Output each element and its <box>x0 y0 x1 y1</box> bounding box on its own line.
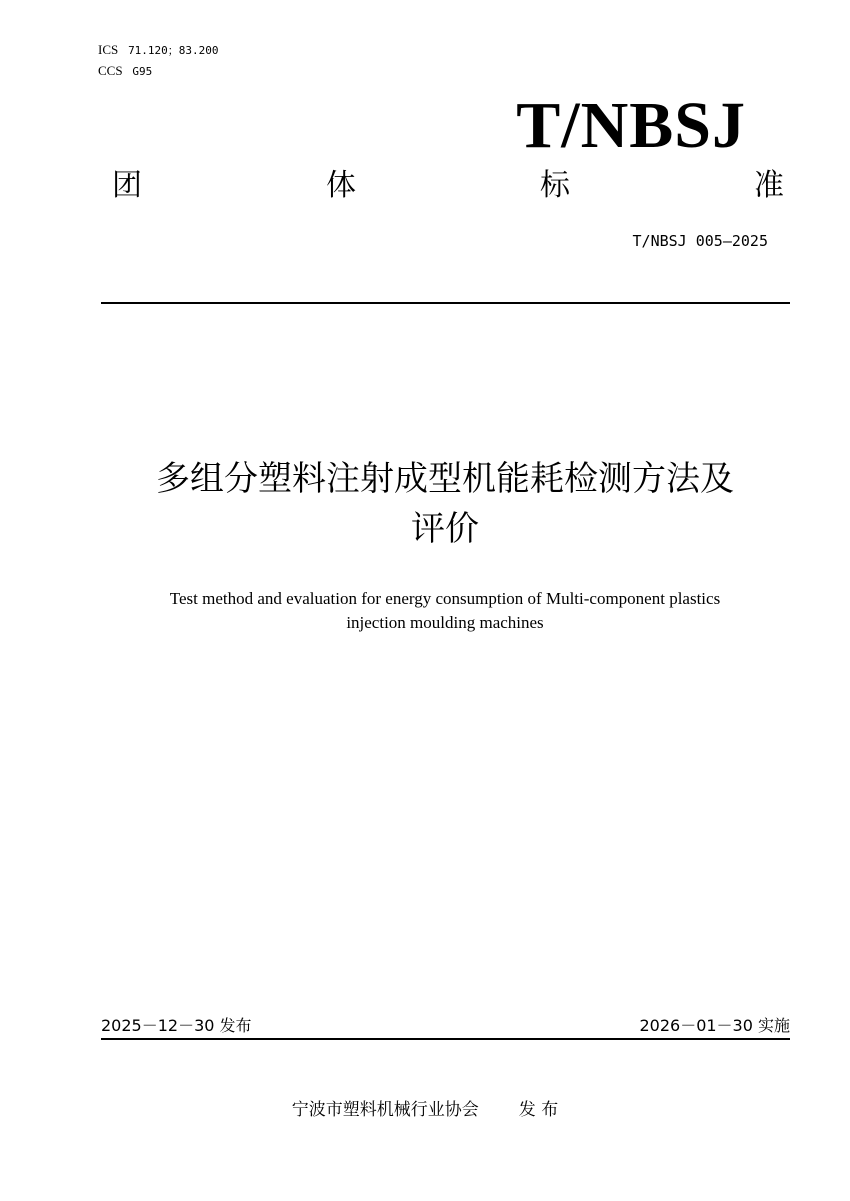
chinese-title-line: 多组分塑料注射成型机能耗检测方法及 <box>156 459 734 499</box>
publisher-name: 宁波市塑料机械行业协会 <box>291 1100 479 1120</box>
organization-code: T/NBSJ <box>516 89 746 162</box>
top-divider <box>101 302 790 304</box>
bottom-divider <box>101 1038 790 1040</box>
publisher <box>0 1098 850 1122</box>
ccs-label: CCS <box>98 63 123 78</box>
ics-label: ICS <box>98 42 119 57</box>
ics-value: 71.120；83.200 <box>128 44 219 57</box>
english-title-line: Test method and evaluation for energy consumption of Multi-component plastics <box>169 589 721 608</box>
publisher-action: 发 布 <box>518 1100 559 1120</box>
issue-date: 2025－12－30 发布 <box>101 1016 252 1035</box>
ccs-code <box>98 64 152 79</box>
ics-code <box>98 43 219 58</box>
standard-number: T/NBSJ 005—2025 <box>632 232 768 250</box>
english-title-line: injection moulding machines <box>346 613 544 632</box>
standard-type-heading <box>112 166 784 206</box>
standard-type-char: 团 <box>112 168 142 203</box>
standard-type-char: 体 <box>326 168 356 203</box>
english-title <box>100 587 790 635</box>
standard-type-char: 标 <box>540 168 570 203</box>
implementation-date: 2026－01－30 实施 <box>639 1016 790 1035</box>
chinese-title <box>100 454 790 554</box>
chinese-title-line: 评价 <box>411 509 479 549</box>
ccs-value: G95 <box>132 65 153 78</box>
standard-type-char: 准 <box>754 168 784 203</box>
